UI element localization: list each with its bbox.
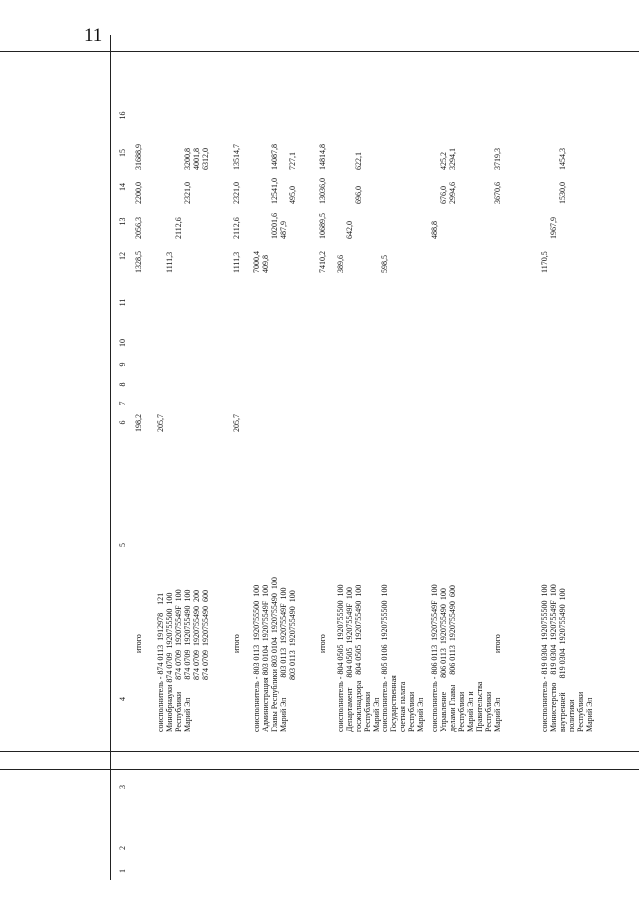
cell-c13: 1454,3 bbox=[558, 148, 567, 170]
rule-top bbox=[0, 769, 639, 770]
cell-c11: 10689,5 bbox=[318, 213, 327, 239]
column-number: 8 bbox=[118, 382, 127, 387]
cell-c10: 7000,4 409,8 bbox=[252, 251, 270, 273]
cell-c13: 622,1 bbox=[354, 152, 363, 170]
rotated-table bbox=[0, 35, 639, 880]
column-number: 1 bbox=[118, 869, 127, 873]
column-number: 12 bbox=[118, 252, 127, 260]
rule-header bbox=[0, 751, 639, 752]
cell-c10: 1328,5 bbox=[134, 251, 143, 273]
cell-c13: 3200,8 4001,8 6312,0 bbox=[183, 148, 210, 170]
cell-c12: 1530,0 bbox=[558, 182, 567, 204]
column-number: 9 bbox=[118, 362, 127, 367]
cell-c10: 7410,2 bbox=[318, 251, 327, 273]
cell-c13: 14814,8 bbox=[318, 144, 327, 170]
cell-c5: 205,7 bbox=[156, 414, 165, 432]
cell-c11: 488,8 bbox=[430, 221, 439, 239]
cell-c11: 10201,6 487,9 bbox=[270, 213, 288, 239]
column-number: 16 bbox=[118, 111, 127, 120]
cell-c12: 13036,0 bbox=[318, 178, 327, 204]
column-number: 13 bbox=[118, 217, 127, 226]
cell-c12: 696,0 bbox=[354, 186, 363, 204]
cell-c13: 3719,3 bbox=[493, 148, 502, 170]
column-number: 14 bbox=[118, 183, 127, 191]
cell-col4: итого bbox=[134, 634, 143, 653]
cell-c11: 2112,6 bbox=[174, 217, 183, 239]
cell-col3: соисполнитель - 804 0505 1920755500 100 Департамент 804 0505 192075549F 100 госжилнадзора 804 0505 1920755490 100 Республики Марий Эл bbox=[336, 584, 381, 732]
cell-c12: 676,0 2994,6 bbox=[439, 182, 457, 204]
rule-bottom bbox=[0, 51, 639, 52]
cell-col3: соисполнитель - 803 0113 1920755500 100 Администрация 803 0104 192075549F 100 Главы Республики 803 0104 1920755490 100 Марий Эл 803 0113 192075549F 100 803 0113 1920755490 100 bbox=[252, 577, 297, 732]
cell-c11: 2056,3 bbox=[134, 217, 143, 239]
cell-c12: 3670,6 bbox=[493, 182, 502, 204]
cell-col3: соисполнитель - 874 0113 1912978 121 Минобрнауки 874 0709 1920755500 100 Республики 874 0709 192075549F 100 Марий Эл 874 0709 1920755490 100 874 0709 1920755490 200 874 0709 1920755490 600 bbox=[156, 589, 210, 732]
cell-c12: 2200,0 bbox=[134, 182, 143, 204]
column-number: 6 bbox=[118, 420, 127, 425]
column-number: 4 bbox=[118, 697, 127, 701]
cell-col4: итого bbox=[493, 634, 502, 653]
column-number: 3 bbox=[118, 785, 127, 789]
cell-c12: 12541,0 495,0 bbox=[270, 178, 297, 204]
cell-c13: 14087,8 727,1 bbox=[270, 144, 297, 170]
page-number: 11 bbox=[84, 25, 103, 46]
column-number: 11 bbox=[118, 298, 127, 307]
cell-c13: 13514,7 bbox=[232, 144, 241, 170]
cell-c10: 1170,5 bbox=[540, 251, 549, 273]
cell-c10: 1111,3 bbox=[165, 251, 174, 273]
cell-c5: 198,2 bbox=[134, 414, 143, 432]
cell-c13: 425,2 3294,1 bbox=[439, 148, 457, 170]
cell-col3: соисполнитель - 819 0304 1920755500 100 Министерство 819 0304 192075549F 100 внутренней 819 0304 1920755490 100 политики Республики Марий Эл bbox=[540, 584, 594, 732]
column-number: 5 bbox=[118, 543, 127, 547]
cell-c12: 2321,0 bbox=[183, 182, 192, 204]
column-number: 7 bbox=[118, 401, 127, 406]
cell-c5: 205,7 bbox=[232, 414, 241, 432]
cell-c13: 31688,9 bbox=[134, 144, 143, 170]
cell-c11: 1967,9 bbox=[549, 217, 558, 239]
cell-col4: итого bbox=[232, 634, 241, 653]
cell-col3: соисполнитель - 805 0106 1920755500 100 Государственная счетная палата Республики Марий Эл bbox=[380, 584, 425, 732]
column-number: 10 bbox=[118, 339, 127, 347]
column-number: 15 bbox=[118, 149, 127, 157]
cell-c11: 2112,6 bbox=[232, 217, 241, 239]
cell-col3: соисполнитель - 806 0113 192075549F 100 Управление 806 0113 1920755490 100 делами Главы 806 0113 1920755490 600 Республики Марий Эл и Правительства Республики Марий Эл bbox=[430, 584, 502, 732]
column-number: 2 bbox=[118, 846, 127, 850]
cell-c10: 1111,3 bbox=[232, 251, 241, 273]
cell-col4: итого bbox=[318, 634, 327, 653]
cell-c12: 2321,0 bbox=[232, 182, 241, 204]
cell-c11: 642,0 bbox=[345, 221, 354, 239]
cell-c10: 389,6 bbox=[336, 255, 345, 273]
cell-c10: 598,5 bbox=[380, 255, 389, 273]
